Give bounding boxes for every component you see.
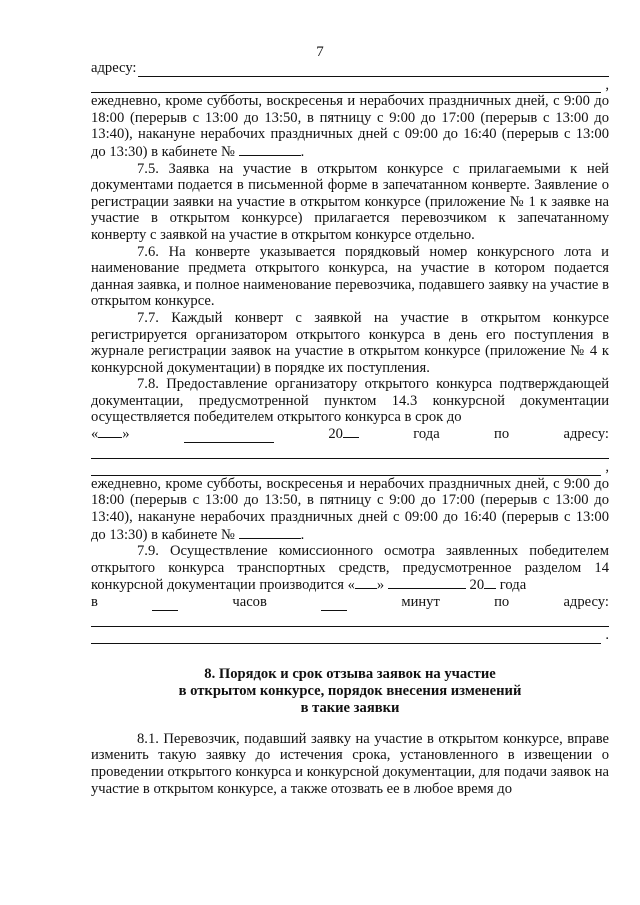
blank-line (91, 77, 609, 94)
paragraph-8-1: 8.1. Перевозчик, подавший заявку на участие в открытом конкурсе, вправе изменить такую заявку до истечения срока, установленного в извещении о проведении открытого конкурса и конкурсной документации, для подачи заявок на участие в открытом конкурсе, а также отозвать ее в любое время до (91, 730, 609, 797)
blank-line (91, 443, 609, 460)
po-word: по (494, 426, 510, 443)
line-end-comma: , (605, 76, 609, 93)
paragraph-7-5: 7.5. Заявка на участие в открытом конкурсе с прилагаемыми к ней документами подается в письменной форме в запечатанном конверте. Заявление о регистрации заявки на участие в открытом конкурсе (приложение № 1 к заявке на участие в открытом конкурсе) прилагается перевозчиком к запечатанному конверту с заявкой на участие в открытом конкурсе отдельно. (91, 160, 609, 243)
paragraph-7-6: 7.6. На конверте указывается порядковый номер конкурсного лота и наименование предмета открытого конкурса, на участие в котором подается данная заявка, и полное наименование перевозчика, подавшего заявку на участие в открытом конкурсе. (91, 243, 609, 310)
address-blank (138, 64, 609, 77)
schedule-text: ежедневно, кроме субботы, воскресенья и нерабочих праздничных дней, с 9:00 до 18:00 (перерыв с 13:00 до 13:50, в пятницу с 9:00 до 17:00 (перерыв с 13:00 до 13:40), накануне нерабочих праздничных дней с 09:00 до 16:40 (перерыв с 13:00 до 13:30) в кабинете № (91, 475, 609, 543)
paragraph-7-8: 7.8. Предоставление организатору открытого конкурса подтверждающей документации, предусмотренной пунктом 14.3 конкурсной документации осуществляется победителем открытого конкурса в срок до (91, 376, 609, 426)
hours-blank (152, 598, 178, 611)
period: . (300, 526, 305, 543)
date-month-blank (184, 430, 274, 443)
paragraph-7-7: 7.7. Каждый конверт с заявкой на участие в открытом конкурсе регистрируется организатором открытого конкурса в день его поступления в журнале регистрации заявок на участие в открытом конкурсе (приложение № 4 к конкурсной документации) в порядке их поступления. (91, 309, 609, 376)
year-word: года (413, 426, 440, 443)
date-year: 20 (328, 425, 359, 443)
minutes-word: минут (401, 594, 440, 610)
address-word: адресу: (563, 426, 609, 443)
address-blank (91, 446, 609, 459)
blank-line (91, 627, 609, 644)
schedule-paragraph-1 (91, 93, 609, 160)
heading-line: 8. Порядок и срок отзыва заявок на участие (204, 665, 496, 682)
blank-line (91, 459, 609, 476)
date-day: « » (91, 426, 130, 443)
period: . (300, 143, 305, 160)
page-number: 7 (316, 44, 324, 60)
address-blank (91, 614, 609, 627)
hours-word: часов (232, 594, 267, 610)
minutes-blank (321, 598, 347, 611)
address-word: адресу: (563, 594, 609, 610)
address-blank-continued (91, 463, 601, 476)
schedule-paragraph-2 (91, 476, 609, 543)
schedule-text: ежедневно, кроме субботы, воскресенья и нерабочих праздничных дней, с 9:00 до 18:00 (перерыв с 13:00 до 13:50, в пятницу с 9:00 до 17:00 (перерыв с 13:00 до 13:40), накануне нерабочих праздничных дней с 09:00 до 16:40 (перерыв с 13:00 до 13:30) в кабинете № (91, 93, 609, 160)
room-number-blank (239, 526, 301, 539)
section-8-heading (91, 666, 609, 717)
po-word: по (494, 594, 510, 610)
address-blank-continued (91, 631, 601, 644)
v-word: в (91, 594, 98, 610)
heading-line: в открытом конкурсе, порядок внесения изменений (178, 682, 522, 699)
address-label: адресу: (91, 60, 137, 76)
address-blank-continued (91, 80, 601, 93)
paragraph-7-9: 7.9. Осуществление комиссионного осмотра заявленных победителем открытого конкурса транспортных средств, предусмотренное разделом 14 конкурсной документации производится « » 20 года (91, 543, 609, 594)
blank-line (91, 611, 609, 628)
room-number-blank (239, 143, 301, 156)
heading-line: в такие заявки (300, 699, 400, 716)
document-body (91, 60, 609, 797)
address-line (91, 60, 609, 77)
date-line-7-8 (91, 426, 609, 443)
line-end-period: . (605, 627, 609, 644)
time-line-7-9 (91, 594, 609, 611)
line-end-comma: , (605, 459, 609, 476)
